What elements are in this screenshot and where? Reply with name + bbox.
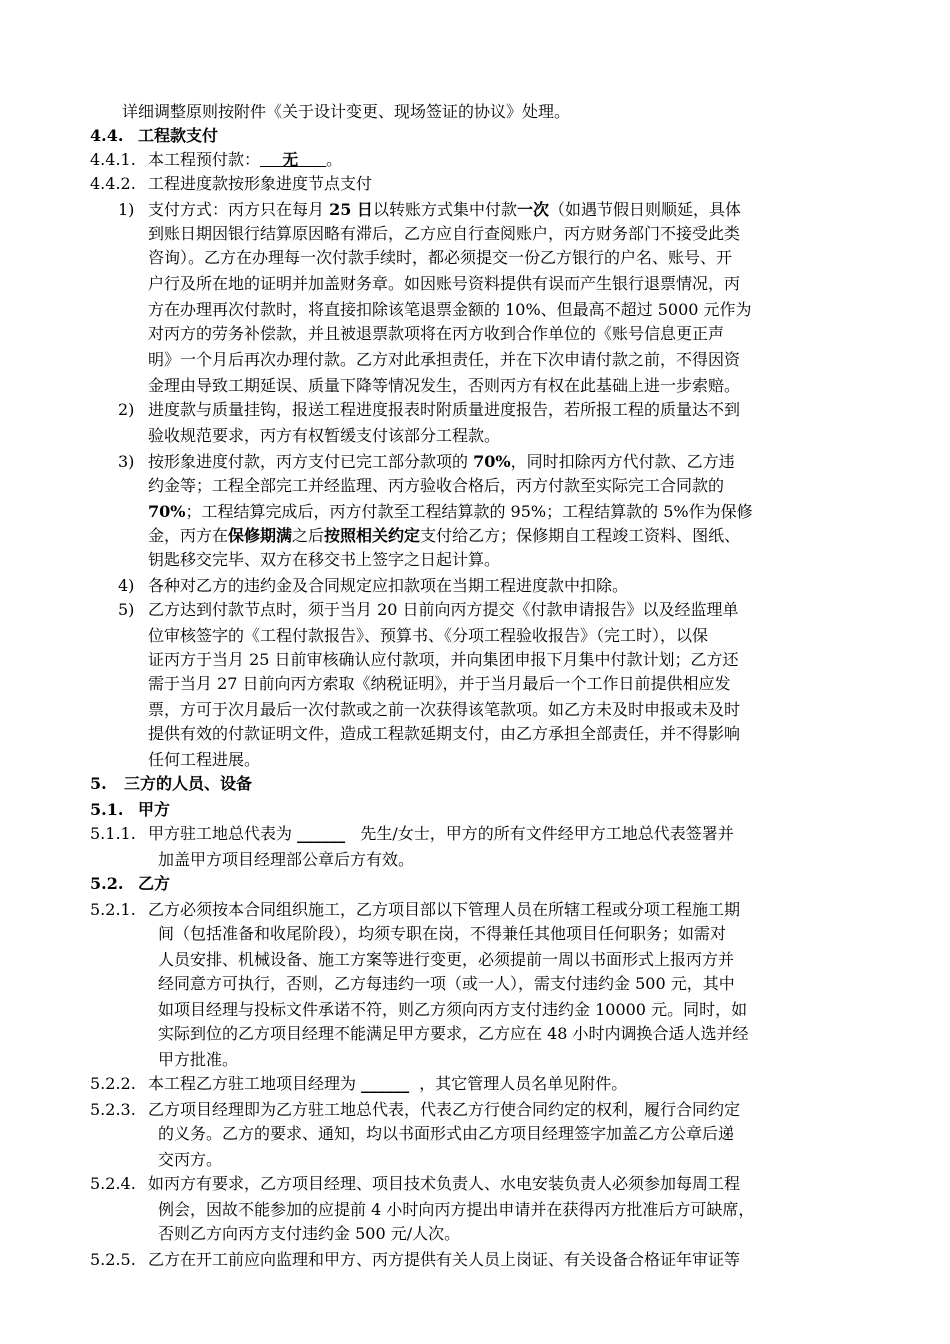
list-item-4 [118,574,628,598]
clause-5-1-1 [90,822,734,846]
heading-text: 乙方 [138,874,171,893]
paragraph-line: 否则乙方向丙方支付违约金 500 元/人次。 [158,1224,461,1243]
clause-number: 5.2.3. [90,1100,136,1119]
paragraph-line: 方在办理再次付款时，将直接扣除该笔退票金额的 10%、但最高不超过 5000 元作为 [148,300,752,319]
paragraph-line: 金理由导致工期延误、质量下降等情况发生，否则丙方有权在此基础上进一步索赔。 [148,376,741,395]
paragraph-line: 位审核签字的《工程付款报告》、预算书、《分项工程验收报告》（完工时），以保 [148,626,709,645]
list-item-1 [118,198,741,222]
clause-text: 本工程乙方驻工地项目经理为 [148,1074,357,1093]
clause-5-2-1 [90,898,740,922]
paragraph-line: 70%；工程结算完成后，丙方付款至工程结算款的 95%；工程结算款的 5%作为保修 [148,502,753,521]
paragraph-line: 咨询）。乙方在办理每一次付款手续时，都必须提交一份乙方银行的户名、账号、开 [148,248,733,267]
clause-number: 5.2.5. [90,1250,136,1269]
paragraph-line: 甲方批准。 [158,1050,239,1069]
item-text: 乙方达到付款节点时，须于当月 20 日前向丙方提交《付款申请报告》以及经监理单 [148,600,739,619]
text: 。 [326,150,343,169]
list-item-2 [118,398,740,422]
clause-number: 5.2.2. [90,1074,136,1093]
clause-4-4-1 [90,148,342,172]
clause-text: 如丙方有要求，乙方项目经理、项目技术负责人、水电安装负责人必须参加每周工程 [148,1174,741,1193]
clause-5-2-5 [90,1248,740,1272]
clause-text: 乙方必须按本合同组织施工，乙方项目部以下管理人员在所辖工程或分项工程施工期 [148,900,741,919]
item-text: 按形象进度付款，丙方支付已完工部分款项的 70%，同时扣除丙方代付款、乙方违 [148,452,735,471]
heading-text: 甲方 [138,800,171,819]
clause-number: 5.2.1. [90,900,136,919]
clause-5-2-4 [90,1172,740,1196]
item-number: 2) [118,400,135,419]
paragraph-line: 实际到位的乙方项目经理不能满足甲方要求，乙方应在 48 小时内调换合适人选并经 [158,1024,749,1043]
paragraph-line [122,100,570,124]
clause-number: 5.1.1. [90,824,136,843]
paragraph-line: 对丙方的劳务补偿款，并且被退票款项将在丙方收到合作单位的《账号信息更正声 [148,324,725,343]
paragraph-line: 经同意方可执行，否则，乙方每违约一项（或一人），需支付违约金 500 元，其中 [158,974,735,993]
paragraph-line: 钥匙移交完毕、双方在移交书上签字之日起计算。 [148,550,501,569]
fill-blank: ______ [361,1074,410,1093]
clause-text: 甲方驻工地总代表为 [148,824,293,843]
item-number: 5) [118,600,135,619]
item-number: 4) [118,576,135,595]
text: 先生/女士，甲方的所有文件经甲方工地总代表签署并 [360,824,734,843]
paragraph-line: 例会，因故不能参加的应提前 4 小时向丙方提出申请并在获得丙方批准后方可缺席， [158,1200,755,1219]
text: ，其它管理人员名单见附件。 [419,1074,628,1093]
clause-text: 工程进度款按形象进度节点支付 [148,174,373,193]
section-heading [90,798,170,822]
section-heading [90,124,218,148]
heading-number: 5. [90,774,107,793]
paragraph-line: 明》一个月后再次办理付款。乙方对此承担责任，并在下次申请付款之前，不得因资 [148,350,741,369]
heading-number: 5.2. [90,874,124,893]
paragraph-line: 交丙方。 [158,1150,223,1169]
heading-number: 4.4. [90,126,124,145]
paragraph-line: 票，方可于次月最后一次付款或之前一次获得该笔款项。如乙方未及时申报或未及时 [148,700,741,719]
paragraph-line: 户行及所在地的证明并加盖财务章。如因账号资料提供有误而产生银行退票情况，丙 [148,274,741,293]
item-number: 3) [118,452,135,471]
paragraph-line: 到账日期因银行结算原因略有滞后，乙方应自行查阅账户，丙方财务部门不接受此类 [148,224,741,243]
clause-number: 4.4.1. [90,150,136,169]
paragraph-line: 如项目经理与投标文件承诺不符，则乙方须向丙方支付违约金 10000 元。同时，如 [158,1000,748,1019]
paragraph-line: 证丙方于当月 25 日前审核确认应付款项，并向集团申报下月集中付款计划；乙方还 [148,650,739,669]
clause-text: 本工程预付款： [148,150,261,169]
clause-number: 4.4.2. [90,174,136,193]
paragraph-line: 加盖甲方项目经理部公章后方有效。 [158,850,415,869]
section-heading [90,872,170,896]
heading-text: 工程款支付 [138,126,219,145]
paragraph-line: 间（包括准备和收尾阶段），均须专职在岗，不得兼任其他项目任何职务；如需对 [158,924,727,943]
clause-4-4-2 [90,172,372,196]
clause-text: 乙方项目经理即为乙方驻工地总代表，代表乙方行使合同约定的权利，履行合同约定 [148,1100,741,1119]
clause-5-2-2 [90,1072,627,1096]
paragraph-line: 人员安排、机械设备、施工方案等进行变更，必须提前一周以书面形式上报丙方并 [158,950,735,969]
item-text: 支付方式：丙方只在每月 25 日以转账方式集中付款一次（如遇节假日则顺延，具体 [148,200,741,219]
paragraph-line: 需于当月 27 日前向丙方索取《纳税证明》，并于当月最后一个工作日前提供相应发 [148,674,731,693]
heading-number: 5.1. [90,800,124,819]
section-heading [90,772,252,796]
text: 详细调整原则按附件《关于设计变更、现场签证的协议》处理。 [122,102,571,121]
clause-5-2-3 [90,1098,740,1122]
item-text: 进度款与质量挂钩，报送工程进度报表时附质量进度报告，若所报工程的质量达不到 [148,400,741,419]
list-item-5 [118,598,739,622]
clause-number: 5.2.4. [90,1174,136,1193]
item-text: 各种对乙方的违约金及合同规定应扣款项在当期工程进度款中扣除。 [148,576,629,595]
item-number: 1) [118,200,135,219]
heading-text: 三方的人员、设备 [124,774,253,793]
paragraph-line: 任何工程进展。 [148,750,261,769]
paragraph-line: 金，丙方在保修期满之后按照相关约定支付给乙方；保修期自工程竣工资料、图纸、 [148,526,741,545]
fill-blank: ______ [297,824,346,843]
paragraph-line: 提供有效的付款证明文件，造成工程款延期支付，由乙方承担全部责任，并不得影响 [148,724,741,743]
list-item-3 [118,450,735,474]
paragraph-line: 的义务。乙方的要求、通知，均以书面形式由乙方项目经理签字加盖乙方公章后递 [158,1124,735,1143]
fill-blank: 无 [282,150,299,169]
paragraph-line: 约金等；工程全部完工并经监理、丙方验收合格后，丙方付款至实际完工合同款的 [148,476,725,495]
paragraph-line: 验收规范要求，丙方有权暂缓支付该部分工程款。 [148,426,501,445]
clause-text: 乙方在开工前应向监理和甲方、丙方提供有关人员上岗证、有关设备合格证年审证等 [148,1250,741,1269]
